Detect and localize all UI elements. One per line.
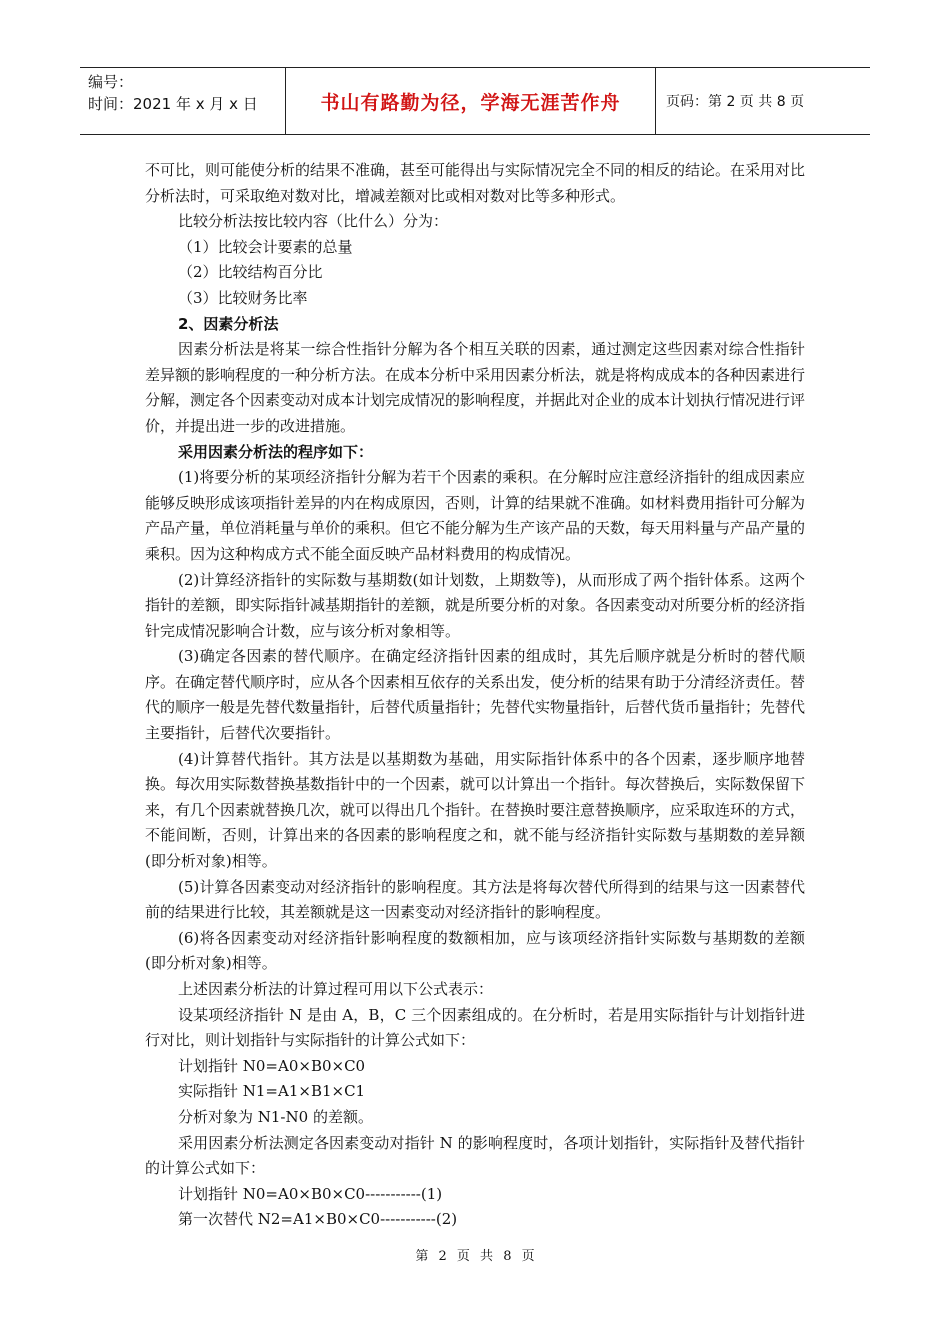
page-header [80, 67, 870, 135]
step-paragraph: (6)将各因素变动对经济指针影响程度的数额相加，应与该项经济指针实际数与基期数的差额(即分析对象)相等。 [145, 928, 805, 973]
paragraph: 分析对象为 N1-N0 的差额。 [178, 1107, 373, 1126]
formula-line: 计划指针 N0=A0×B0×C0-----------(1) [178, 1184, 443, 1203]
formula-line: 第一次替代 N2=A1×B0×C0-----------(2) [178, 1210, 458, 1229]
paragraph: 比较分析法按比较内容（比什么）分为： [178, 212, 449, 231]
document-body [145, 158, 805, 1233]
header-page-info: 页码：第 2 页 共 8 页 [666, 94, 805, 110]
header-meta [88, 71, 284, 115]
paragraph: 设某项经济指针 N 是由 A，B，C 三个因素组成的。在分析时，若是用实际指针与计划指针进行对比，则计划指针与实际指针的计算公式如下： [145, 1005, 805, 1050]
document-date-label: 时间：2021 年 x 月 x 日 [88, 95, 258, 113]
formula-line: 实际指针 N1=A1×B1×C1 [178, 1082, 366, 1101]
step-paragraph: (1)将要分析的某项经济指针分解为若干个因素的乘积。在分解时应注意经济指针的组成因素应能够反映形成该项指针差异的内在构成原因，否则，计算的结果就不准确。如材料费用指针可分解为产品产量，单位消耗量与单价的乘积。但它不能分解为生产该产品的天数，每天用料量与产品产量的乘积。因为这种构成方式不能全面反映产品材料费用的构成情况。 [145, 468, 806, 563]
formula-line: 计划指针 N0=A0×B0×C0 [178, 1056, 366, 1075]
section-heading: 2、因素分析法 [178, 314, 279, 333]
paragraph: 不可比，则可能使分析的结果不准确，甚至可能得出与实际情况完全不同的相反的结论。在采用对比分析法时，可采取绝对数对比，增减差额对比或相对数对比等多种形式。 [145, 161, 806, 205]
list-item: （3）比较财务比率 [178, 288, 308, 307]
step-paragraph: (5)计算各因素变动对经济指针的影响程度。其方法是将每次替代所得到的结果与这一因素替代前的结果进行比较，其差额就是这一因素变动对经济指针的影响程度。 [145, 877, 805, 922]
step-paragraph: (2)计算经济指针的实际数与基期数(如计划数，上期数等)，从而形成了两个指针体系。这两个指针的差额，即实际指针减基期指针的差额，就是所要分析的对象。各因素变动对所要分析的经济指针完成情况影响合计数，应与该分析对象相等。 [145, 570, 806, 640]
list-item: （1）比较会计要素的总量 [178, 237, 353, 256]
paragraph: 采用因素分析法测定各因素变动对指针 N 的影响程度时，各项计划指针，实际指针及替代指针的计算公式如下： [145, 1133, 805, 1178]
page-footer: 第 2 页 共 8 页 [415, 1249, 535, 1264]
document-number-label: 编号： [88, 73, 134, 91]
step-paragraph: (4)计算替代指针。其方法是以基期数为基础，用实际指针体系中的各个因素，逐步顺序地替换。每次用实际数替换基数指针中的一个因素，就可以计算出一个指针。每次替换后，实际数保留下来，有几个因素就替换几次，就可以得出几个指针。在替换时要注意替换顺序，应采取连环的方式，不能间断，否则，计算出来的各因素的影响程度之和，就不能与经济指针实际数与基期数的差异额(即分析对象)相等。 [145, 749, 806, 871]
paragraph: 上述因素分析法的计算过程可用以下公式表示： [178, 980, 494, 998]
step-paragraph: (3)确定各因素的替代顺序。在确定经济指针因素的组成时，其先后顺序就是分析时的替代顺序。在确定替代顺序时，应从各个因素相互依存的关系出发，使分析的结果有助于分清经济责任。替代的顺序一般是先替代数量指针，后替代质量指针；先替代实物量指针，后替代货币量指针；先替代主要指针，后替代次要指针。 [145, 647, 806, 743]
list-item: （2）比较结构百分比 [178, 263, 323, 282]
subsection-heading: 采用因素分析法的程序如下： [178, 442, 374, 461]
header-motto: 书山有路勤为径，学海无涯苦作舟 [320, 91, 621, 114]
paragraph: 因素分析法是将某一综合性指针分解为各个相互关联的因素，通过测定这些因素对综合性指针差异额的影响程度的一种分析方法。在成本分析中采用因素分析法，就是将构成成本的各种因素进行分解，测定各个因素变动对成本计划完成情况的影响程度，并据此对企业的成本计划执行情况进行评价，并提出进一步的改进措施。 [145, 340, 806, 435]
